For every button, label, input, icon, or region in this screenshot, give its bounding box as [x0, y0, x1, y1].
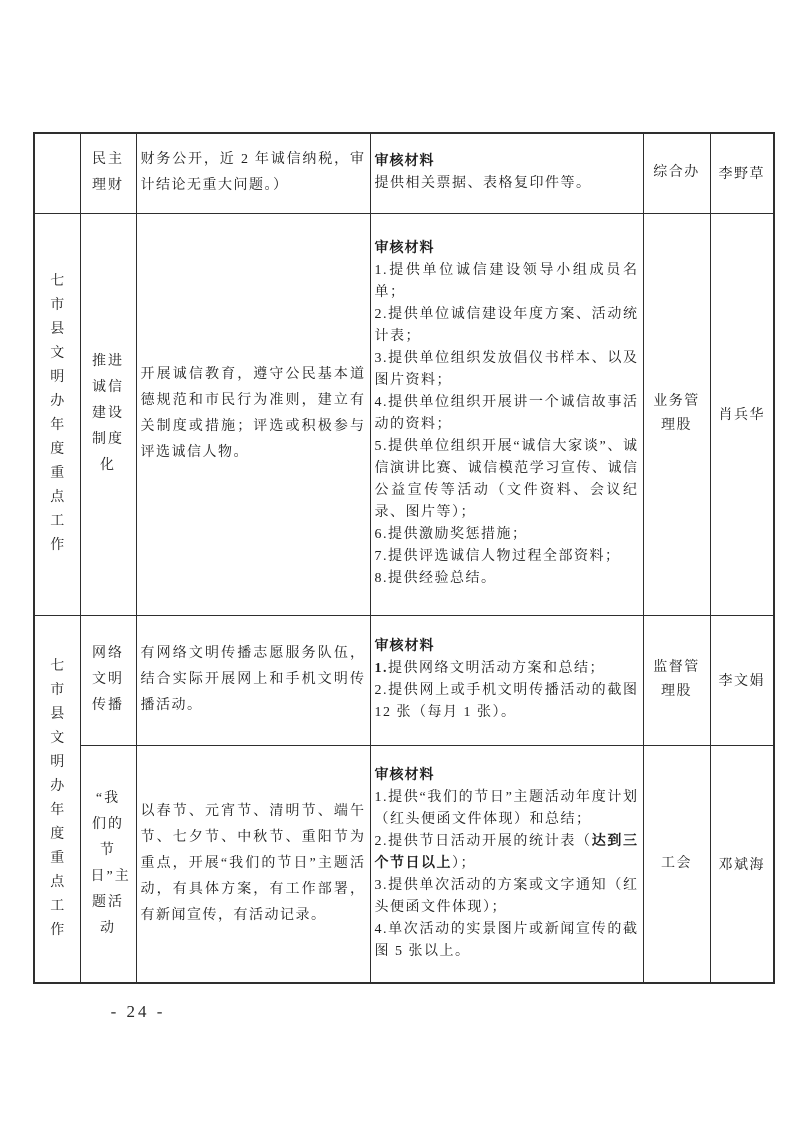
materials-cell: [370, 133, 643, 213]
department-cell: 工会: [643, 745, 710, 983]
materials-cell: [370, 213, 643, 615]
materials-header: 审核材料: [374, 767, 435, 783]
table-row: [34, 133, 774, 213]
materials-item: 2.提供单位诚信建设年度方案、活动统计表；: [374, 307, 639, 344]
category-label: “我们的节日”主题活动: [90, 790, 131, 936]
table-row: [34, 213, 774, 615]
materials-item: 提供相关票据、表格复印件等。: [374, 176, 592, 192]
department-cell: 监督管理股: [643, 615, 710, 745]
materials-header: 审核材料: [374, 241, 435, 256]
task-description-cell: 开展诚信教育，遵守公民基本道德规范和市民行为准则，建立有关制度或措施；评选或积极参与评选诚信人物。: [136, 213, 370, 615]
materials-item: 6.提供激励奖惩措施；: [374, 527, 528, 542]
person-cell: 李文娟: [710, 615, 774, 745]
materials-item: 2.提供网上或手机文明传播活动的截图 12 张（每月 1 张）。: [374, 683, 639, 720]
table-row: [34, 745, 774, 983]
table-row: [34, 615, 774, 745]
materials-header: 审核材料: [374, 154, 435, 170]
materials-item: 4.单次活动的实景图片或新闻宣传的截图 5 张以上。: [374, 921, 639, 959]
materials-cell: [370, 615, 643, 745]
group-label-cell: [34, 615, 80, 983]
materials-header: 审核材料: [374, 639, 435, 654]
materials-cell: [370, 745, 643, 983]
group-label-vertical: 七市县文明办年度重点工作: [50, 658, 65, 938]
person-cell: 李野草: [710, 133, 774, 213]
person-cell: 肖兵华: [710, 213, 774, 615]
category-label: 网络文明传播: [92, 646, 124, 713]
category-label: 推进诚信建设制度化: [92, 354, 124, 473]
department-cell: 综合办: [643, 133, 710, 213]
page-number: - 24 -: [110, 1002, 166, 1021]
category-cell: [80, 615, 136, 745]
materials-item: 3.提供单次活动的方案或文字通知（红头便函文件体现）；: [374, 877, 639, 915]
person-cell: 邓斌海: [710, 745, 774, 983]
group-label-cell: [34, 213, 80, 615]
category-label: 民主理财: [92, 152, 124, 194]
materials-item: 5.提供单位组织开展“诚信大家谈”、诚信演讲比赛、诚信模范学习宣传、诚信公益宣传等活动（文件资料、会议纪录、图片等）；: [374, 439, 639, 520]
materials-item: 1.提供网络文明活动方案和总结；: [374, 661, 605, 676]
work-items-table: [33, 132, 775, 984]
materials-item: 1.提供“我们的节日”主题活动年度计划（红头便函文件体现）和总结；: [374, 789, 639, 827]
materials-item: 1.提供单位诚信建设领导小组成员名单；: [374, 263, 639, 300]
task-description-cell: 有网络文明传播志愿服务队伍，结合实际开展网上和手机文明传播活动。: [136, 615, 370, 745]
group-label-cell: [34, 133, 80, 213]
task-description-cell: 财务公开，近 2 年诚信纳税，审计结论无重大问题。）: [136, 133, 370, 213]
group-label-vertical: 七市县文明办年度重点工作: [50, 274, 65, 553]
materials-item: 2.提供节日活动开展的统计表（达到三个节日以上）；: [374, 833, 639, 871]
materials-item: 8.提供经验总结。: [374, 571, 497, 586]
materials-item: 4.提供单位组织开展讲一个诚信故事活动的资料；: [374, 395, 639, 432]
category-cell: [80, 133, 136, 213]
materials-item: 7.提供评选诚信人物过程全部资料；: [374, 549, 621, 564]
materials-item: 3.提供单位组织发放倡仪书样本、以及图片资料；: [374, 351, 639, 388]
task-description-cell: 以春节、元宵节、清明节、端午节、七夕节、中秋节、重阳节为重点，开展“我们的节日”主题活动，有具体方案，有工作部署，有新闻宣传，有活动记录。: [136, 745, 370, 983]
category-cell: [80, 213, 136, 615]
category-cell: [80, 745, 136, 983]
department-cell: 业务管理股: [643, 213, 710, 615]
